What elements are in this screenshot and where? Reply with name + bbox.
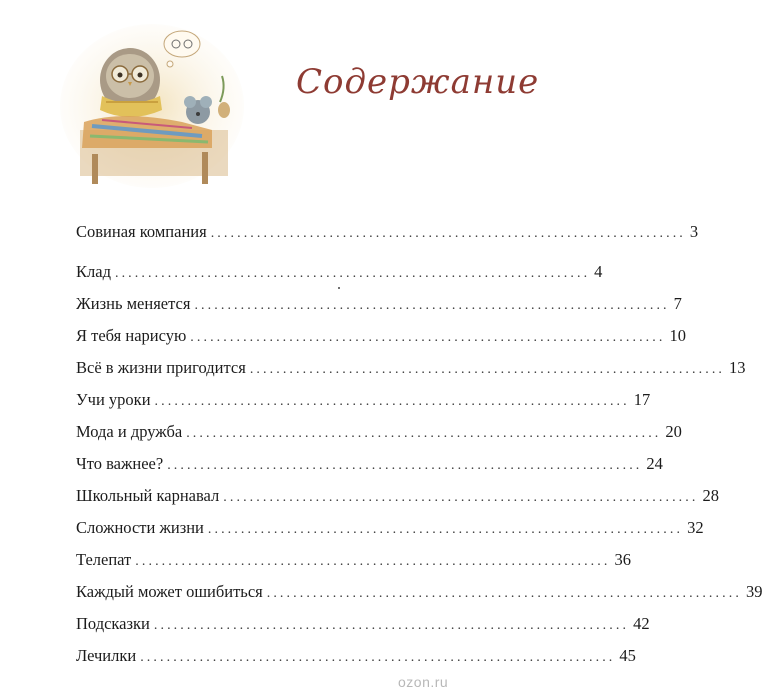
toc-entry-page: 3 bbox=[689, 222, 699, 241]
toc-entry-label: Лечилки bbox=[76, 646, 137, 665]
dot-leader: ........................................................................ bbox=[266, 586, 742, 601]
toc-entry-label: Жизнь меняется bbox=[76, 294, 191, 313]
toc-entry-page: 20 bbox=[665, 422, 682, 441]
toc-entry-page: 24 bbox=[646, 454, 663, 473]
toc-entry-label: Совиная компания bbox=[76, 222, 207, 241]
toc-entry-page: 17 bbox=[633, 390, 651, 409]
toc-entry-page: 32 bbox=[687, 518, 704, 537]
dot-leader: ........................................................................ bbox=[186, 426, 662, 441]
toc-entry-label: Мода и дружба bbox=[76, 422, 183, 441]
dot-leader: ........................................................................ bbox=[210, 226, 686, 241]
toc-entry-page: 13 bbox=[729, 358, 746, 377]
toc-entry-page: 45 bbox=[619, 646, 636, 665]
toc-entry[interactable] bbox=[76, 390, 651, 412]
toc-entry[interactable] bbox=[76, 262, 603, 284]
page-title: Содержание bbox=[296, 62, 540, 102]
toc-entry-page: 36 bbox=[614, 550, 631, 569]
toc-entry[interactable] bbox=[76, 550, 631, 572]
toc-entry-label: Телепат bbox=[76, 550, 132, 569]
toc-entry-page: 39 bbox=[745, 582, 762, 601]
dot-leader: ........................................................................ bbox=[154, 394, 630, 409]
toc-entry[interactable] bbox=[76, 486, 719, 508]
toc-entry-page: 10 bbox=[669, 326, 686, 345]
toc-entry-label: Всё в жизни пригодится bbox=[76, 358, 246, 377]
toc-entry[interactable] bbox=[76, 582, 762, 604]
dot-leader: ........................................................................ bbox=[114, 266, 591, 281]
toc-entry[interactable] bbox=[76, 358, 746, 380]
toc-entry[interactable] bbox=[76, 422, 682, 444]
toc-entry[interactable] bbox=[76, 518, 704, 540]
toc-entry[interactable] bbox=[76, 614, 650, 636]
toc-entry-label: Школьный карнавал bbox=[76, 486, 220, 505]
dot-leader: ........................................................................ bbox=[167, 458, 643, 473]
toc-entry-page: 4 bbox=[594, 262, 603, 281]
toc-entry[interactable] bbox=[76, 326, 686, 348]
watermark: ozon.ru bbox=[398, 674, 449, 690]
toc-entry[interactable] bbox=[76, 294, 682, 316]
dot-leader: ........................................................................ bbox=[207, 522, 684, 537]
dot-leader: ........................................................................ bbox=[135, 554, 611, 569]
dot-leader: ........................................................................ bbox=[249, 362, 726, 377]
dot-leader: ........................................................................ bbox=[223, 490, 699, 505]
toc-entry-label: Сложности жизни bbox=[76, 518, 204, 537]
dot-leader: ........................................................................ bbox=[190, 330, 666, 345]
toc-entry[interactable] bbox=[76, 454, 663, 476]
toc-entry[interactable] bbox=[76, 222, 699, 244]
toc-entry[interactable] bbox=[76, 646, 636, 668]
toc-entry-page: 28 bbox=[702, 486, 719, 505]
toc-entry-label: Подсказки bbox=[76, 614, 150, 633]
toc-entry-label: Что важнее? bbox=[76, 454, 164, 473]
owl-illustration bbox=[62, 18, 240, 190]
toc-entry-label: Каждый может ошибиться bbox=[76, 582, 263, 601]
toc-entry-label: Учи уроки bbox=[76, 390, 151, 409]
toc-entry-label: Клад bbox=[76, 262, 111, 281]
print-speck bbox=[338, 287, 340, 289]
dot-leader: ........................................................................ bbox=[140, 650, 616, 665]
dot-leader: ........................................................................ bbox=[194, 298, 670, 313]
toc-entry-page: 42 bbox=[633, 614, 650, 633]
toc-entry-page: 7 bbox=[673, 294, 682, 313]
dot-leader: ........................................................................ bbox=[153, 618, 630, 633]
toc-entry-label: Я тебя нарисую bbox=[76, 326, 187, 345]
